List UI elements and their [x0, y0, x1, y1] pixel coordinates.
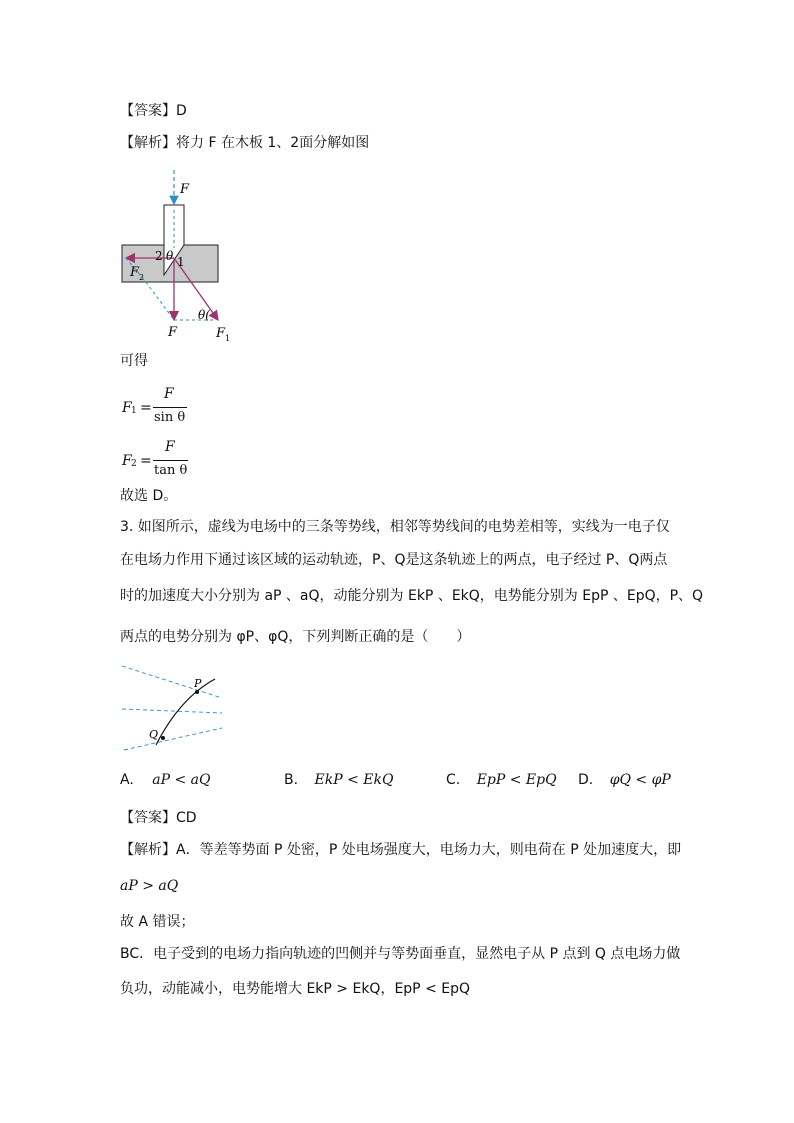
label-theta: θ — [166, 249, 174, 263]
analysis2-tag: 【解析】 — [120, 842, 176, 858]
label-2: 2 — [155, 249, 163, 263]
formula2-eq: = — [140, 453, 152, 469]
option-A-expr: aP < aQ — [152, 772, 211, 788]
kede-text: 可得 — [120, 353, 148, 369]
analysis-text: 将力 F 在木板 1、2面分解如图 — [176, 135, 370, 151]
label-theta-2: θ( — [198, 308, 210, 322]
option-B-expr: EkP < EkQ — [314, 772, 394, 788]
option-B-key: B. — [284, 772, 299, 788]
option-C-key: C. — [446, 772, 461, 788]
analysis2-text-1: A．等差等势面 P 处密，P 处电场强度大，电场力大，则电荷在 P 处加速度大，即 — [176, 842, 682, 858]
label-1: 1 — [177, 255, 185, 269]
formula1-bar — [153, 407, 187, 408]
answer-line-2 — [120, 808, 197, 828]
analysis2-line-5: 负功，动能减小，电势能增大 EkP > EkQ，EpP < EpQ — [120, 981, 471, 997]
q3-line-4: 两点的电势分别为 φP、φQ，下列判断正确的是（ ） — [120, 629, 471, 645]
formula1-eq: = — [140, 400, 152, 416]
formula2-bar — [153, 460, 188, 461]
label-F1: F — [216, 326, 226, 341]
q3-line-1: 3. 如图所示，虚线为电场中的三条等势线，相邻等势线间的电势差相等，实线为一电子仅 — [120, 519, 670, 535]
option-A[interactable] — [120, 772, 210, 788]
formula1-den: sin θ — [154, 410, 186, 425]
option-B[interactable] — [284, 772, 393, 788]
answer-tag: 【答案】 — [120, 103, 176, 119]
formula1-num: F — [164, 386, 174, 402]
label-P: P — [194, 677, 202, 690]
analysis-tag: 【解析】 — [120, 135, 176, 151]
label-F-top: F — [180, 182, 190, 197]
option-C-expr: EpP < EpQ — [476, 772, 557, 788]
answer2-value: CD — [176, 810, 197, 826]
option-D[interactable] — [578, 772, 671, 788]
analysis2-line-1 — [120, 840, 681, 860]
answer-value: D — [176, 103, 187, 119]
analysis-line-1 — [120, 133, 369, 153]
q3-line-2: 在电场力作用下通过该区域的运动轨迹，P、Q是这条轨迹上的两点，电子经过 P、Q两点 — [120, 552, 668, 568]
label-F-bottom: F — [168, 325, 178, 340]
label-F1-sub: 1 — [225, 334, 231, 343]
equipotential-figure — [118, 660, 228, 755]
formula2-num: F — [165, 439, 175, 455]
analysis2-line-3: 故 A 错误； — [120, 914, 195, 930]
formula1-lhs: F — [122, 400, 132, 416]
option-D-key: D. — [578, 772, 594, 788]
analysis2-line-4: BC．电子受到的电场力指向轨迹的凹侧并与等势面垂直，显然电子从 P 点到 Q 点电场力做 — [120, 946, 681, 962]
q3-line-3: 时的加速度大小分别为 aP 、aQ，动能分别为 EkP 、EkQ，电势能分别为 EpP 、EpQ，P、Q — [120, 588, 704, 604]
guxuan-text: 故选 D。 — [120, 488, 178, 504]
label-F2-sub: 2 — [139, 273, 145, 282]
answer-line-1 — [120, 101, 187, 121]
formula2-lhs: F — [122, 453, 132, 469]
force-decomposition-figure — [118, 170, 248, 345]
point-P — [195, 690, 199, 694]
analysis2-line-2: aP > aQ — [120, 878, 179, 894]
formula2-lhs-sub: 2 — [131, 459, 137, 469]
option-C[interactable] — [446, 772, 557, 788]
formula2-den: tan θ — [154, 463, 188, 478]
option-A-key: A. — [120, 772, 134, 788]
formula1-lhs-sub: 1 — [131, 406, 137, 416]
point-Q — [161, 736, 165, 740]
answer2-tag: 【答案】 — [120, 810, 176, 826]
option-D-expr: φQ < φP — [609, 772, 671, 788]
label-F2: F — [130, 265, 140, 280]
label-Q: Q — [149, 728, 159, 741]
